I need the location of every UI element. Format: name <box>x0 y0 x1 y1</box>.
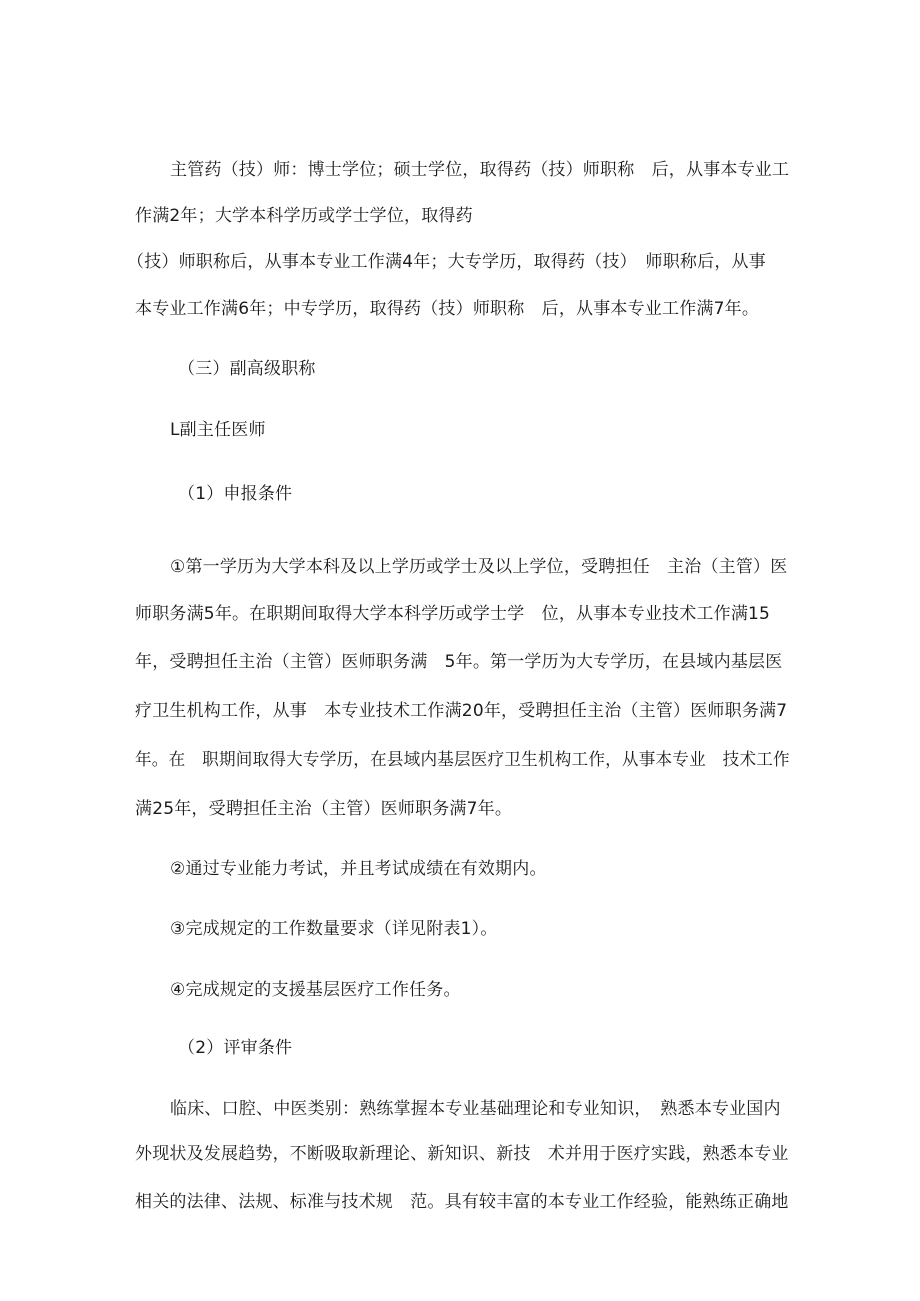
text-line: 年。在 职期间取得大专学历，在县域内基层医疗卫生机构工作，从事本专业 技术工作 <box>135 750 790 770</box>
text-line: （技）师职称后，从事本专业工作满4年；大专学历，取得药（技） 师职称后，从事 <box>127 252 766 272</box>
text-line: 本专业工作满6年；中专学历，取得药（技）师职称 后，从事本专业工作满7年。 <box>135 299 760 319</box>
item-heading: （1）申报条件 <box>178 484 293 504</box>
text-line: 外现状及发展趋势，不断吸取新理论、新知识、新技 术并用于医疗实践，熟悉本专业 <box>135 1144 789 1164</box>
text-line: 主管药（技）师：博士学位；硕士学位，取得药（技）师职称 后，从事本专业工 <box>170 160 790 180</box>
list-item: ④完成规定的支援基层医疗工作任务。 <box>170 980 461 1000</box>
list-item: ②通过专业能力考试，并且考试成绩在有效期内。 <box>170 859 547 879</box>
text-line: 相关的法律、法规、标准与技术规 范。具有较丰富的本专业工作经验，能熟练正确地 <box>135 1192 789 1212</box>
text-line: 满25年，受聘担任主治（主管）医师职务满7年。 <box>135 799 513 819</box>
text-line: 师职务满5年。在职期间取得大学本科学历或学士学 位，从事本专业技术工作满15 <box>135 604 771 624</box>
list-item: ③完成规定的工作数量要求（详见附表1）。 <box>170 919 498 939</box>
subsection-heading: L副主任医师 <box>170 420 266 440</box>
item-heading: （2）评审条件 <box>178 1038 293 1058</box>
text-line: 疗卫生机构工作，从事 本专业技术工作满20年，受聘担任主治（主管）医师职务满7 <box>135 701 788 721</box>
text-line: 临床、口腔、中医类别：熟练掌握本专业基础理论和专业知识， 熟悉本专业国内 <box>170 1099 781 1119</box>
text-line: 作满2年；大学本科学历或学士学位，取得药 <box>135 206 473 226</box>
section-heading: （三）副高级职称 <box>178 359 316 379</box>
text-line: ①第一学历为大学本科及以上学历或学士及以上学位，受聘担任 主治（主管）医 <box>170 557 788 577</box>
text-line: 年，受聘担任主治（主管）医师职务满 5年。第一学历为大专学历，在县域内基层医 <box>135 652 783 672</box>
